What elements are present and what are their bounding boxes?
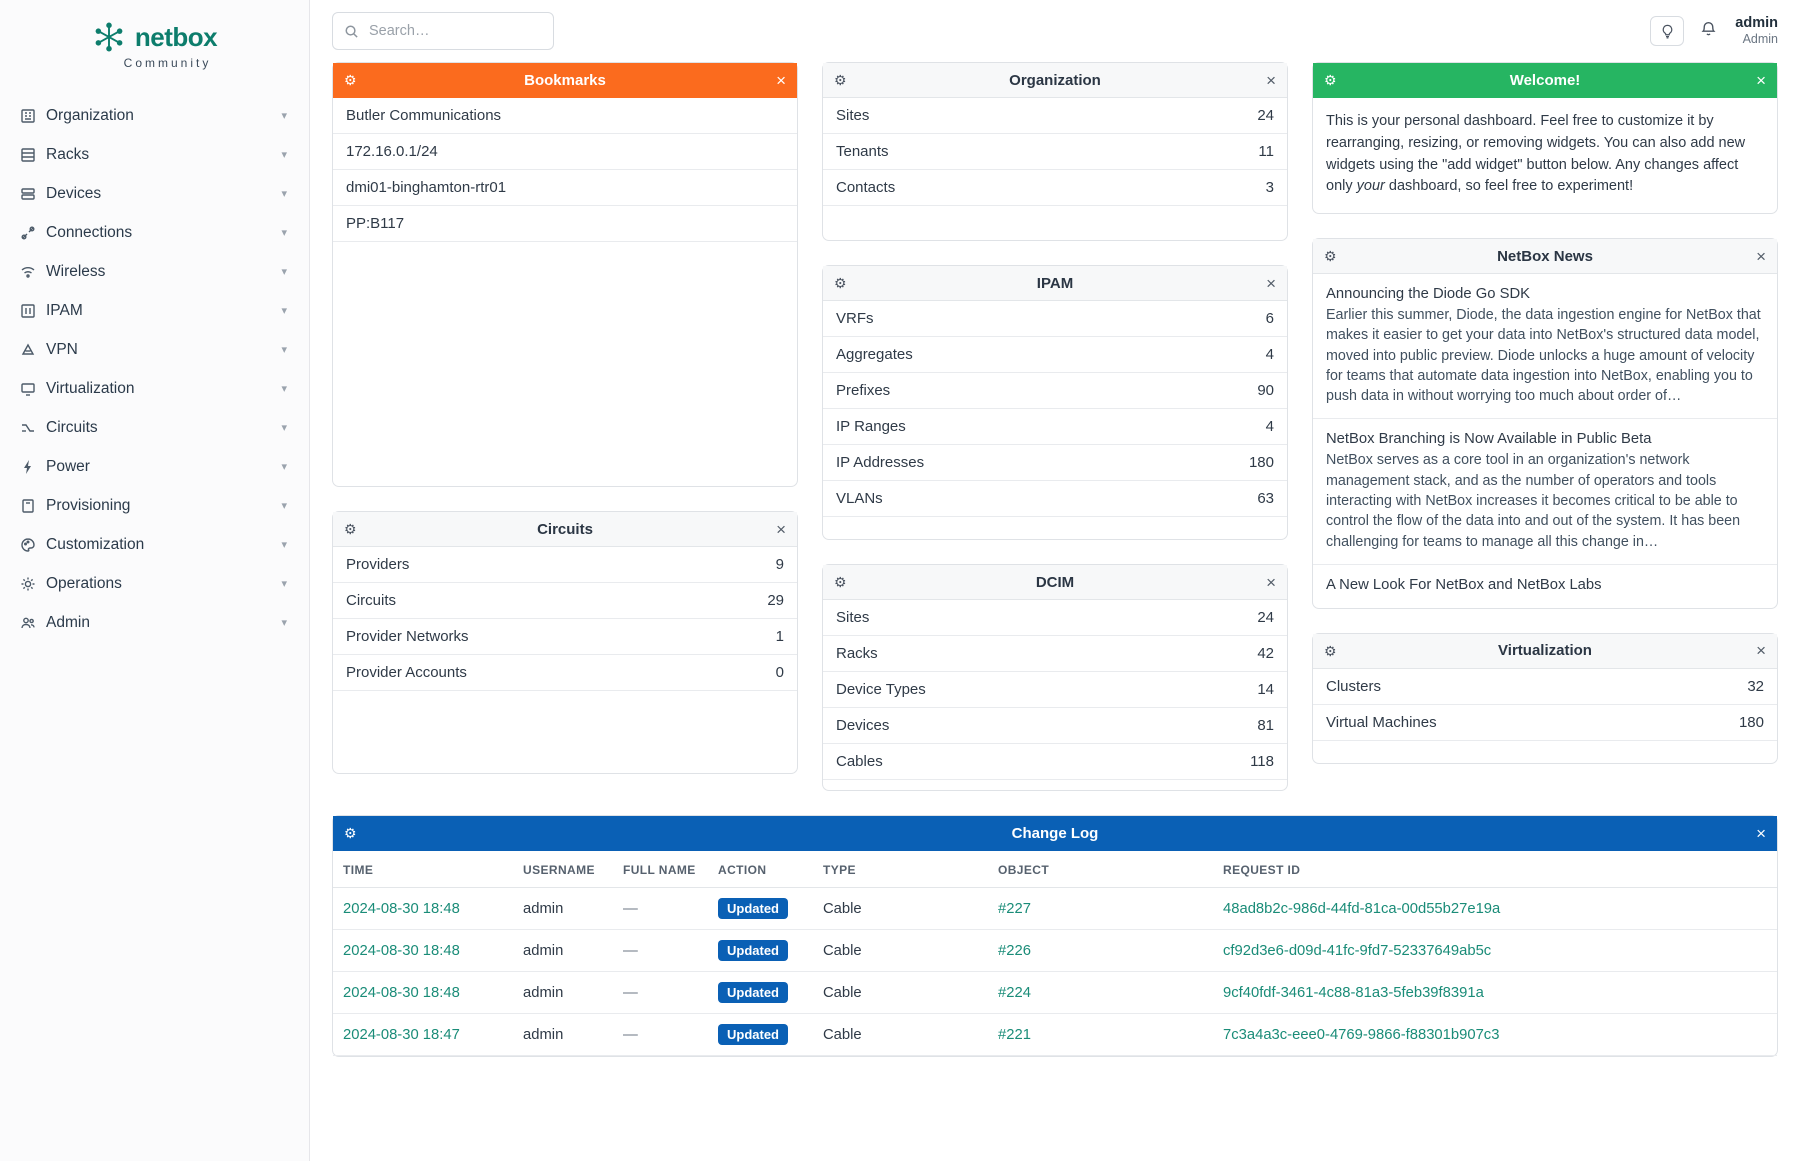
list-item-label: Contacts: [836, 179, 896, 196]
list-item[interactable]: PP:B117: [333, 206, 797, 242]
user-name: admin: [1735, 15, 1778, 32]
widget-title: NetBox News: [1497, 247, 1593, 265]
list-item[interactable]: [823, 672, 1287, 708]
cell-type: Cable: [813, 1014, 988, 1056]
widget-bookmarks: [332, 62, 798, 487]
list-item[interactable]: [823, 337, 1287, 373]
list-item-label: Cables: [836, 753, 883, 770]
sidebar-nav: [0, 96, 309, 642]
widget-title: Bookmarks: [524, 71, 606, 89]
sidebar-item-label: Racks: [46, 145, 90, 163]
list-item[interactable]: [823, 98, 1287, 134]
cell-request-id[interactable]: 9cf40fdf-3461-4c88-81a3-5feb39f8391a: [1223, 984, 1484, 1001]
column-header-request-id[interactable]: REQUEST ID: [1213, 851, 1777, 888]
list-item-label: Clusters: [1326, 677, 1382, 695]
widget-welcome: [1312, 62, 1778, 214]
list-item[interactable]: [823, 170, 1287, 206]
list-item-label: Devices: [836, 717, 890, 734]
sidebar-item-connections[interactable]: [0, 213, 309, 252]
gear-icon[interactable]: ⚙: [1324, 72, 1337, 88]
sidebar-item-admin[interactable]: [0, 603, 309, 642]
cell-fullname: —: [613, 888, 708, 930]
cell-type: Cable: [813, 972, 988, 1014]
sidebar-item-label: Customization: [46, 535, 145, 553]
status-badge: Updated: [718, 898, 788, 919]
list-item-label: Prefixes: [836, 382, 891, 399]
sidebar-item-provisioning[interactable]: [0, 486, 309, 525]
cell-fullname: —: [613, 930, 708, 972]
cell-time[interactable]: 2024-08-30 18:48: [343, 942, 460, 959]
widget-body: [823, 301, 1287, 539]
close-icon[interactable]: ×: [1266, 273, 1276, 293]
list-item-label: IP Addresses: [836, 454, 925, 471]
list-item-label: VLANs: [836, 490, 883, 507]
list-item-value: 32: [1747, 677, 1764, 695]
list-item-value: 9: [775, 556, 784, 573]
sidebar-item-ipam[interactable]: [0, 291, 309, 330]
widget-header: [333, 512, 797, 547]
welcome-text: [1313, 98, 1777, 213]
widget-body: [823, 98, 1287, 240]
list-item[interactable]: dmi01-binghamton-rtr01: [333, 170, 797, 206]
cell-object[interactable]: #224: [998, 984, 1031, 1001]
list-item-value: 0: [775, 664, 784, 681]
chevron-down-icon: ▾: [281, 578, 287, 590]
news-item[interactable]: [1313, 419, 1777, 564]
change-log-table: [333, 851, 1777, 1056]
cell-username: admin: [513, 1014, 613, 1056]
close-icon[interactable]: ×: [1756, 823, 1766, 843]
list-item-label: Sites: [836, 107, 870, 124]
brand-edition: Community: [123, 56, 212, 70]
cell-time[interactable]: 2024-08-30 18:48: [343, 900, 460, 917]
table-header-row: [333, 851, 1777, 888]
sidebar-item-racks[interactable]: [0, 135, 309, 174]
widget-empty-space: [823, 517, 1287, 539]
sidebar-item-label: Power: [46, 457, 90, 475]
cell-username: admin: [513, 972, 613, 1014]
sidebar-item-organization[interactable]: [0, 96, 309, 135]
building-icon: [20, 108, 46, 124]
list-item-value: 3: [1265, 179, 1274, 196]
sidebar-item-label: IPAM: [46, 301, 83, 319]
sidebar-item-label: Operations: [46, 574, 122, 592]
list-item[interactable]: [823, 744, 1287, 780]
widget-header: [1313, 239, 1777, 274]
sidebar-item-label: Connections: [46, 223, 133, 241]
column-header-username[interactable]: USERNAME: [513, 851, 613, 888]
widget-header: [333, 816, 1777, 851]
ip-icon: [20, 303, 46, 319]
list-item[interactable]: [333, 655, 797, 691]
cog-icon: [20, 576, 46, 592]
list-item-value: 24: [1257, 609, 1274, 626]
widget-title: Circuits: [537, 520, 593, 538]
widget-body: [1313, 274, 1777, 608]
theme-toggle-button[interactable]: [1650, 16, 1684, 46]
chevron-down-icon: ▾: [281, 383, 287, 395]
list-item[interactable]: [823, 134, 1287, 170]
notifications-bell-icon[interactable]: [1700, 20, 1717, 42]
close-icon[interactable]: ×: [1266, 572, 1276, 592]
widget-title: Change Log: [1011, 824, 1099, 842]
cell-request-id[interactable]: 7c3a4a3c-eee0-4769-9866-f88301b907c3: [1223, 1026, 1500, 1043]
search-icon: [344, 24, 359, 44]
news-title: Announcing the Diode Go SDK: [1326, 286, 1530, 302]
table-row: [333, 888, 1777, 930]
status-badge: Updated: [718, 982, 788, 1003]
column-header-action[interactable]: ACTION: [708, 851, 813, 888]
chevron-down-icon: ▾: [281, 305, 287, 317]
sidebar-item-label: Circuits: [46, 418, 98, 436]
cell-type: Cable: [813, 888, 988, 930]
gear-icon[interactable]: ⚙: [344, 521, 357, 537]
widget-title: Virtualization: [1498, 642, 1592, 660]
widget-header: [1313, 63, 1777, 98]
cell-username: admin: [513, 930, 613, 972]
list-item[interactable]: [823, 636, 1287, 672]
vpn-icon: [20, 342, 46, 358]
gear-icon[interactable]: ⚙: [1324, 642, 1337, 659]
list-item-label: Tenants: [836, 143, 889, 160]
widget-netbox-news: [1312, 238, 1778, 609]
list-item-label: Aggregates: [836, 346, 913, 363]
list-item-value: 14: [1257, 681, 1274, 698]
main-content: [310, 0, 1800, 1161]
sidebar-item-label: Admin: [46, 613, 90, 631]
monitor-icon: [20, 381, 46, 397]
gear-icon[interactable]: ⚙: [834, 574, 847, 590]
table-row: [333, 930, 1777, 972]
search-box[interactable]: [332, 12, 554, 50]
column-header-fullname[interactable]: FULL NAME: [613, 851, 708, 888]
power-icon: [20, 459, 46, 475]
clipboard-icon: [20, 498, 46, 514]
widget-header: [1313, 634, 1777, 669]
chevron-down-icon: ▾: [281, 110, 287, 122]
sidebar-item-label: Wireless: [46, 262, 106, 280]
chevron-down-icon: ▾: [281, 500, 287, 512]
cell-request-id[interactable]: cf92d3e6-d09d-41fc-9fd7-52337649ab5c: [1223, 942, 1492, 959]
cell-object[interactable]: #221: [998, 1026, 1031, 1043]
sidebar-item-vpn[interactable]: [0, 330, 309, 369]
list-item[interactable]: [823, 481, 1287, 517]
list-item-value: 6: [1265, 310, 1274, 327]
sidebar-item-virtualization[interactable]: [0, 369, 309, 408]
news-title: A New Look For NetBox and NetBox Labs: [1326, 576, 1602, 593]
widget-title: IPAM: [1036, 274, 1074, 292]
cell-object[interactable]: #227: [998, 900, 1031, 917]
list-item[interactable]: [823, 445, 1287, 481]
list-item-value: 1: [775, 628, 784, 645]
list-item[interactable]: [1313, 669, 1777, 705]
list-item-label: Device Types: [836, 681, 926, 698]
list-item-value: 29: [767, 592, 784, 609]
list-item[interactable]: 172.16.0.1/24: [333, 134, 797, 170]
brand-logo-block[interactable]: [0, 0, 309, 78]
widget-header: [333, 63, 797, 98]
chevron-down-icon: ▾: [281, 149, 287, 161]
list-item-label: Racks: [836, 645, 878, 662]
list-item[interactable]: [823, 600, 1287, 636]
list-item[interactable]: [333, 619, 797, 655]
dashboard-grid: [310, 62, 1800, 791]
user-role: Admin: [1742, 32, 1778, 47]
news-body: NetBox serves as a core tool in an organization's network management stack, and as the number of operators and tools interacting with NetBox increases it becomes critical to be able to control the flow of the data into and out of the system. It has been challenging for teams to manage all this change in…: [1326, 452, 1741, 550]
widget-body: [1313, 669, 1777, 763]
sidebar-item-operations[interactable]: [0, 564, 309, 603]
welcome-text-part2: dashboard, so feel free to experiment!: [1384, 178, 1634, 195]
column-header-type[interactable]: TYPE: [813, 851, 988, 888]
list-item-label: Provider Networks: [346, 628, 469, 645]
news-item[interactable]: [1313, 274, 1777, 419]
sidebar-item-wireless[interactable]: [0, 252, 309, 291]
dashboard-column-2: [822, 62, 1288, 791]
widget-title: Organization: [1009, 71, 1101, 89]
sidebar-item-label: Provisioning: [46, 496, 131, 514]
dashboard-column-1: [332, 62, 798, 791]
list-item[interactable]: [823, 301, 1287, 337]
list-item-label: IP Ranges: [836, 418, 906, 435]
column-header-time[interactable]: TIME: [333, 851, 513, 888]
cell-username: admin: [513, 888, 613, 930]
widget-ipam: [822, 265, 1288, 540]
column-header-object[interactable]: OBJECT: [988, 851, 1213, 888]
list-item-value: 4: [1265, 346, 1274, 363]
cell-object[interactable]: #226: [998, 942, 1031, 959]
cell-type: Cable: [813, 930, 988, 972]
welcome-text-part1: This is your personal dashboard. Feel free to customize it by rearranging, resizing, or removing widgets. You can also add new widgets using the "add widget" button below. Any changes affect only: [1326, 113, 1746, 195]
sidebar-item-power[interactable]: [0, 447, 309, 486]
widget-body: [333, 98, 797, 486]
news-item[interactable]: [1313, 565, 1777, 608]
widget-circuits: [332, 511, 798, 774]
chevron-down-icon: ▾: [281, 266, 287, 278]
status-badge: Updated: [718, 1024, 788, 1045]
dashboard-column-3: [1312, 62, 1778, 791]
topbar: [310, 0, 1800, 62]
status-badge: Updated: [718, 940, 788, 961]
list-item[interactable]: [823, 373, 1287, 409]
widget-empty-space: [823, 780, 1287, 790]
cell-time[interactable]: 2024-08-30 18:48: [343, 984, 460, 1001]
sidebar-item-devices[interactable]: [0, 174, 309, 213]
server-icon: [20, 186, 46, 202]
users-icon: [20, 615, 46, 631]
widget-dcim: [822, 564, 1288, 791]
widget-title: DCIM: [1035, 573, 1075, 591]
chevron-down-icon: ▾: [281, 188, 287, 200]
table-row: [333, 972, 1777, 1014]
topbar-right: [1650, 14, 1778, 48]
sidebar: [0, 0, 310, 1161]
close-icon[interactable]: ×: [776, 519, 786, 539]
chevron-down-icon: ▾: [281, 461, 287, 473]
news-body: Earlier this summer, Diode, the data ingestion engine for NetBox that makes it easier to get your data into NetBox's structured data model, moved into public preview. Diode unlocks a huge amount of velocity for teams that automate data ingestion into NetBox, enabling you to push data in without worrying too much about order of…: [1326, 307, 1761, 405]
close-icon[interactable]: ×: [1756, 641, 1766, 661]
gear-icon[interactable]: ⚙: [834, 72, 847, 88]
cell-fullname: —: [613, 972, 708, 1014]
gear-icon[interactable]: ⚙: [344, 72, 357, 88]
widget-title: Welcome!: [1509, 71, 1581, 89]
list-item[interactable]: [333, 547, 797, 583]
cell-request-id[interactable]: 48ad8b2c-986d-44fd-81ca-00d55b27e19a: [1223, 900, 1501, 917]
sidebar-item-label: Organization: [46, 106, 134, 124]
netbox-logo-icon: [92, 20, 126, 54]
list-item-label: Providers: [346, 556, 410, 573]
list-item-value: 63: [1257, 490, 1274, 507]
sidebar-item-label: Virtualization: [46, 379, 135, 397]
news-title: NetBox Branching is Now Available in Public Beta: [1326, 431, 1652, 448]
gear-icon[interactable]: ⚙: [344, 825, 357, 841]
list-item-label: Provider Accounts: [346, 664, 467, 681]
brand-name: netbox: [134, 21, 218, 52]
connection-icon: [20, 225, 46, 241]
rack-icon: [20, 147, 46, 163]
gear-icon[interactable]: ⚙: [834, 275, 847, 291]
list-item[interactable]: Butler Communications: [333, 98, 797, 134]
chevron-down-icon: ▾: [281, 539, 287, 551]
list-item[interactable]: [1313, 705, 1777, 741]
sidebar-item-label: Devices: [46, 184, 102, 202]
chevron-down-icon: ▾: [281, 617, 287, 629]
welcome-text-emphasis: your: [1356, 178, 1385, 195]
widget-body: [333, 547, 797, 773]
close-icon[interactable]: ×: [1756, 246, 1766, 266]
widget-change-log: [332, 815, 1778, 1057]
widget-empty-space: [333, 691, 797, 773]
widget-empty-space: [823, 206, 1287, 240]
list-item-value: 11: [1258, 143, 1274, 160]
chevron-down-icon: ▾: [281, 227, 287, 239]
list-item-value: 180: [1248, 454, 1274, 471]
table-row: [333, 1014, 1777, 1056]
list-item-value: 118: [1250, 753, 1274, 770]
list-item-label: Sites: [836, 609, 870, 626]
list-item-value: 4: [1265, 418, 1274, 435]
list-item-label: Circuits: [346, 592, 397, 609]
cell-time[interactable]: 2024-08-30 18:47: [343, 1026, 460, 1043]
list-item-label: Virtual Machines: [1326, 713, 1437, 731]
list-item[interactable]: [823, 708, 1287, 744]
widget-empty-space: [1313, 741, 1777, 763]
user-menu[interactable]: [1735, 14, 1778, 48]
sidebar-item-label: VPN: [46, 340, 78, 358]
widget-empty-space: [333, 242, 797, 486]
list-item[interactable]: [333, 583, 797, 619]
list-item-value: 180: [1738, 713, 1764, 731]
list-item-label: VRFs: [836, 310, 874, 327]
widget-virtualization: [1312, 633, 1778, 764]
list-item-value: 24: [1257, 107, 1274, 124]
cell-fullname: —: [613, 1014, 708, 1056]
list-item-value: 81: [1257, 717, 1274, 734]
widget-header: [823, 565, 1287, 600]
sidebar-item-customization[interactable]: [0, 525, 309, 564]
widget-header: [823, 63, 1287, 98]
list-item[interactable]: [823, 409, 1287, 445]
close-icon[interactable]: ×: [776, 70, 786, 90]
list-item-value: 90: [1257, 382, 1274, 399]
wifi-icon: [20, 264, 46, 280]
widget-header: [823, 266, 1287, 301]
circuit-icon: [20, 420, 46, 436]
chevron-down-icon: ▾: [281, 344, 287, 356]
close-icon[interactable]: ×: [1756, 70, 1766, 90]
list-item-value: 42: [1257, 645, 1274, 662]
close-icon[interactable]: ×: [1266, 70, 1276, 90]
palette-icon: [20, 537, 46, 553]
widget-organization: [822, 62, 1288, 241]
widget-body: [823, 600, 1287, 790]
chevron-down-icon: ▾: [281, 422, 287, 434]
search-input[interactable]: [367, 22, 553, 40]
gear-icon[interactable]: ⚙: [1324, 248, 1337, 264]
sidebar-item-circuits[interactable]: [0, 408, 309, 447]
